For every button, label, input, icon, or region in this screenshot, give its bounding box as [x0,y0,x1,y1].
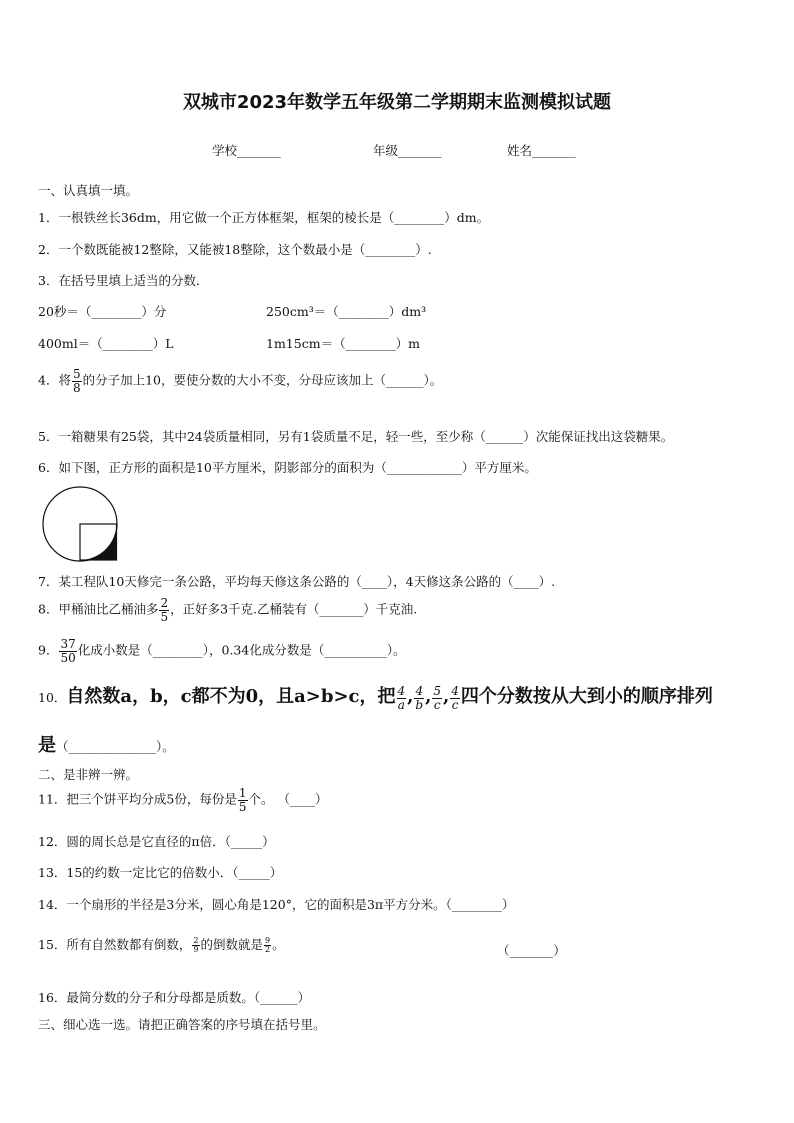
question-10-answer-blank: （______________）。 [56,739,175,754]
question-3a: 20秒＝（________）分 [38,304,167,319]
fraction-5-8: $\frac{5}{8}$ [72,367,81,395]
question-3: 3．在括号里填上适当的分数． [38,273,209,288]
fraction-4-b: $\frac{4}{b}$ [415,684,424,712]
fraction-1-5: $\frac{1}{5}$ [238,786,247,814]
question-13: 13．15的约数一定比它的倍数小．（_____） [38,865,283,880]
question-15 [38,935,285,954]
fraction-4-c: $\frac{4}{c}$ [451,684,459,712]
name-field: 姓名_______ [507,143,576,158]
grade-field: 年级_______ [373,143,442,158]
fraction-5-c: $\frac{5}{c}$ [433,684,441,712]
question-8-text-pre: 8．甲桶油比乙桶油多 [38,601,159,617]
question-2: 2．一个数既能被12整除，又能被18整除，这个数最小是（________）. [38,242,432,257]
question-10-line-2 [38,731,175,757]
question-11 [38,787,327,813]
fraction-2-5: $\frac{2}{5}$ [160,596,169,624]
question-9-text-pre: 9． [38,642,59,658]
question-15-blank: （_______） [497,943,566,958]
question-10: 10．自然数a，b，c都不为0，且a>b>c，把 $\frac{4}{a}$ , $\frac{4}{b}$ , $\frac{5}{c}$ , $\frac{4}{c}$ 四个分数按从大到小的顺序排列 [38,684,713,712]
question-10-number: 10． [38,690,67,705]
question-15-text-post: 。 [272,937,285,952]
question-3c: 400ml＝（________）L [38,336,174,351]
question-11-text-post: 个。 （____） [248,791,328,807]
question-16: 16．最简分数的分子和分母都是质数。（______） [38,990,311,1005]
question-4-text-post: 的分子加上10，要使分数的大小不变，分母应该加上（______）。 [82,372,443,388]
question-9-text-post: 化成小数是（________），0.34化成分数是（__________）。 [77,642,406,658]
question-15-text-mid: 的倒数就是 [200,937,264,952]
fraction-9-2: $\frac{9}{2}$ [265,935,271,954]
page-title: 双城市2023年数学五年级第二学期期末监测模拟试题 [182,92,612,113]
section-1-heading: 一、认真填一填。 [38,183,139,198]
section-3-heading: 三、细心选一选。请把正确答案的序号填在括号里。 [38,1017,326,1032]
fraction-37-50: $\frac{37}{50}$ [60,637,76,665]
section-2-heading: 二、是非辨一辨。 [38,767,139,782]
question-3d: 1m15cm＝（________）m [266,336,420,351]
fraction-2-9: $\frac{2}{9}$ [193,935,199,954]
circle-square-figure [41,485,119,563]
question-5: 5．一箱糖果有25袋，其中24袋质量相同，另有1袋质量不足，轻一些，至少称（______）次能保证找出这袋糖果。 [38,429,674,444]
school-field: 学校_______ [212,143,281,158]
question-9 [38,638,406,664]
question-3b: 250cm³＝（________）dm³ [266,304,427,319]
question-6: 6．如下图，正方形的面积是10平方厘米，阴影部分的面积为（____________）平方厘米。 [38,460,537,475]
question-7: 7．某工程队10天修完一条公路，平均每天修这条公路的（____），4天修这条公路的（____）. [38,574,556,589]
question-11-text-pre: 11．把三个饼平均分成5份，每份是 [38,791,237,807]
question-15-text-pre: 15．所有自然数都有倒数， [38,937,192,952]
question-4-text-pre: 4．将 [38,372,71,388]
question-8-text-post: ，正好多3千克.乙桶装有（_______）千克油. [170,601,418,617]
question-1: 1．一根铁丝长36dm，用它做一个正方体框架，框架的棱长是（________）dm。 [38,210,490,225]
question-10-line2-text: 是 [38,735,56,756]
fraction-4-a: $\frac{4}{a}$ [397,684,406,712]
question-10-text-post: 四个分数按从大到小的顺序排列 [460,686,713,707]
question-12: 12．圆的周长总是它直径的π倍．（_____） [38,834,275,849]
question-14: 14．一个扇形的半径是3分米，圆心角是120°，它的面积是3π平方分米。（________） [38,897,515,912]
question-8 [38,597,417,623]
question-10-text-pre: 自然数a，b，c都不为0，且a>b>c，把 [66,686,396,707]
question-4 [38,368,442,394]
